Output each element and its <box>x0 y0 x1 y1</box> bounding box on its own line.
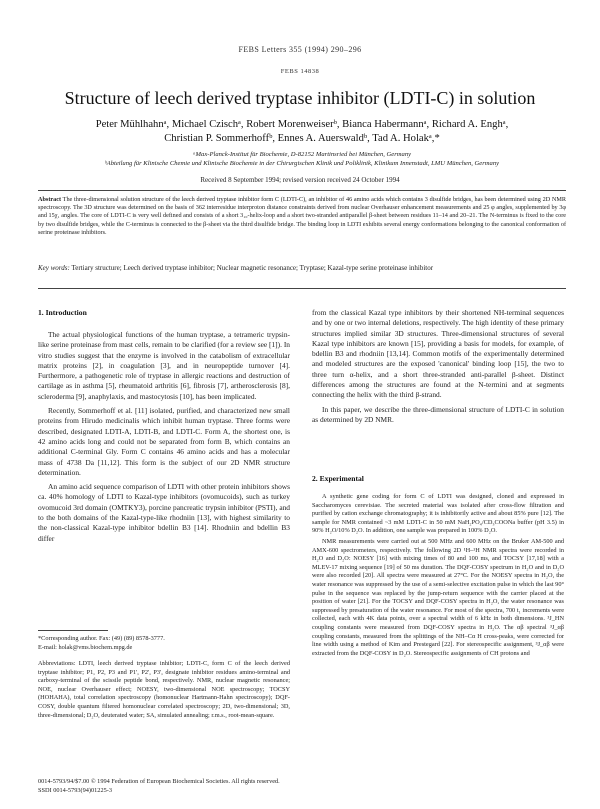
intro-paragraph-3: An amino acid sequence comparison of LDTI with other protein inhibitors shows ca. 40% homology of LDTI to Kazal-type inhibitors (ovomucoids), such as turkey ovomucoid 3rd domain (OMTKY3), porcine pancreatic trypsin inhibitor (PSTI), and to the both domains of the Kazal-type-like rhodniin [13], with highest similarity to the non-classical Kazal-type inhibitor bdellin B3 [14]. Rhodniin and bdellin B3 differ <box>38 482 290 543</box>
febs-code: FEBS 14838 <box>280 68 320 75</box>
abstract-text: The three-dimensional solution structure of the leech derived tryptase inhibitor form C (LDTI-C), an inhibitor of 46 amino acids which contains 3 disulfide bridges, has been determined using 2D NMR spectroscopy. The 3D structure was determined on the basis of 362 interresidue interproton distance constraints derived from nuclear Overhauser enhancement measurements and 25 φ angles, supplemented by 3φ and 15χ₁ angles. The core of LDTI-C is very well defined and consists of a short 3₁₀-helix-loop and a short two-stranded antiparallel β-sheet between residues 11–14 and 20–21. The N-terminus is fixed to the core by two disulfide bridges, while the C-terminus is connected to the β-sheet via the third disulfide bridge. The binding loop in LDTI exhibits several energy conformations belonging to the canonical conformation of serine proteinase inhibitors. <box>38 196 567 236</box>
corresponding-author-footnote <box>38 635 290 652</box>
copyright-line: 0014-5793/94/$7.00 © 1994 Federation of European Biochemical Societies. All rights reserved. <box>38 778 280 785</box>
footnote-rule <box>38 630 108 631</box>
journal-citation: FEBS Letters 355 (1994) 290–296 <box>238 45 362 54</box>
keywords-text: Tertiary structure; Leech derived tryptase inhibitor; Nuclear magnetic resonance; Tryptase; Kazal-type serine proteinase inhibitor <box>71 264 434 272</box>
left-column-body <box>38 330 290 548</box>
author-list <box>22 118 582 146</box>
footnote-fax: *Corresponding author. Fax: (49) (89) 8578-3777. <box>38 635 165 642</box>
right-column-body <box>312 308 564 429</box>
abstract-top-rule <box>38 190 566 191</box>
authors-line-1: Peter Mühlhahnᵃ, Michael Czischᵃ, Robert Morenweiserᵇ, Bianca Habermannᵃ, Richard A. Enghᵃ, <box>95 119 509 130</box>
copyright-block <box>38 778 566 796</box>
abstract-bottom-rule <box>38 288 566 289</box>
authors-line-2: Christian P. Sommerhoffᵇ, Ennes A. Auerswaldᵇ, Tad A. Holakᵃ,* <box>164 133 440 144</box>
affiliation-b: ᵇAbteilung für Klinische Chemie und Klinische Biochemie in der Chirurgischen Klinik und Poliklinik, Klinikum Innenstadt, LMU München, Germany <box>104 160 500 167</box>
intro-last-paragraph: In this paper, we describe the three-dimensional structure of LDTI-C in solution as determined by 2D NMR. <box>312 404 564 424</box>
keywords-label: Key words: <box>38 264 70 272</box>
received-dates: Received 8 September 1994; revised version received 24 October 1994 <box>200 176 400 184</box>
introduction-heading: 1. Introduction <box>38 308 87 317</box>
intro-paragraph-1: The actual physiological functions of the human tryptase, a tetrameric trypsin-like serine proteinase from mast cells, remain to be clarified (for a review see [1]). In vitro studies suggest that the enzyme is involved in the catabolism of extracellular matrix proteins [2], in coagulation [3], and in neuropeptide turnover [4]. Furthermore, a pathogenetic role of tryptase in allergic reactions and destruction of cartilage as in asthma [5], rheumatoid arthritis [6], fibrosis [7], artherosclerosis [8], scleroderma [9], anaphylaxis, and mastocytosis [10], has been implicated. <box>38 330 290 401</box>
abstract-block <box>38 196 566 237</box>
ssdi-line: SSDI 0014-5793(94)01225-3 <box>38 786 112 794</box>
experimental-body <box>312 493 564 660</box>
intro-continued: from the classical Kazal type inhibitors by their shortened NH-terminal sequences and by one or two internal deletions, respectively. The high identity of these primary structures implied similar 3D structures. Three-dimensional structures of several Kazal type inhibitors are known [15], providing a basis for models, for example, of bdellin B3 and rhodniin [13,14]. Common motifs of the experimentally determined and modeled structures are the exposed 'canonical' binding loop [15], the two to three turn α-helix, and a short three-stranded anti-parallel β-sheet. Distinct differences among the structures are found at the N-termini and at segments connecting the helix with the third β-strand. <box>312 308 564 400</box>
abstract-label: Abstract <box>38 196 62 203</box>
intro-paragraph-2: Recently, Sommerhoff et al. [11] isolated, purified, and characterized new small proteins from Hirudo medicinalis which inhibit human tryptase. Three forms were described, designated LDTI-A, LDTI-B, and LDTI-C. Form A, the shortest one, is 42 amino acids long and could not be separated from form B, which contains an additional C-terminal Gly. Form C contains 46 amino acids and has a molecular mass of 4738 Da [11,12]. This form is the subject of our 2D NMR structure determination. <box>38 406 290 477</box>
abbreviations-footnote: Abbreviations: LDTI, leech derived tryptase inhibitor; LDTI-C, form C of the leech derived tryptase inhibitor; P1, P2, P3 and P1', P2', P3', designate inhibitor residues amino-terminal and carboxy-terminal of the scissile peptide bond, respectively. NMR, nuclear magnetic resonance; NOE, nuclear Overhauser effect; NOESY, two-dimensional NOE spectroscopy; TOCSY (HOHAHA), total correlation spectroscopy (homonuclear Hartmann-Hahn spectroscopy); DQF-COSY, double quantum filtered homonuclear correlated spectroscopy; 2D, two-dimensional; 3D, three-dimensional; D₂O, deuterated water; SA, simulated annealing; r.m.s., root-mean-square. <box>38 660 290 719</box>
experimental-heading: 2. Experimental <box>312 474 364 483</box>
affiliation-a: ᵃMax-Planck-Institut für Biochemie, D-82152 Martinsried bei München, Germany <box>192 151 412 158</box>
keywords-block <box>38 264 566 274</box>
experimental-paragraph-2: NMR measurements were carried out at 500 MHz and 600 MHz on the Bruker AM-500 and AMX-600 spectrometers, respectively. The following 2D ¹H–¹H NMR spectra were recorded in H₂O and D₂O: NOESY [16] with mixing times of 80 and 100 ms, and TOCSY [17,18] with a MLEV-17 mixing sequence [19] of 50 ms duration. The DQF-COSY spectrum in H₂O and in D₂O were also recorded [20]. All spectra were measured at 27°C. For the NOESY spectra in H₂O, the water resonance was suppressed by the use of a semi-selective excitation pulse in which the last 90° pulse in the sequence was replaced by the jump-return sequence with the carrier placed at the position of water [21]. For the TOCSY and DQF-COSY spectra in H₂O, the water resonance was suppressed by presaturation of the water resonance. For most of the spectra, 700 t₁ increments were collected, each with 4K data points, over a spectral width of 6 kHz in both dimensions. ³J_HN coupling constants were measured from DQF-COSY spectra in H₂O. The αβ spectral ³J_αβ coupling constants, measured from the splittings of the NH–Cα H cross-peaks, were corrected for line width using a method of Kim and Prestegard [22]. For stereospecific assignment, ³J_αβ were extracted from the DQF-COSY in D₂O. Stereospecific assignments of CH protons and <box>312 537 564 657</box>
article-title: Structure of leech derived tryptase inhibitor (LDTI-C) in solution <box>64 88 536 108</box>
footnote-email: E-mail: holak@vms.biochem.mpg.de <box>38 643 133 651</box>
experimental-paragraph-1: A synthetic gene coding for form C of LDTI was designed, cloned and expressed in Saccharomyces cerevisiae. The secreted material was isolated after cross-flow filtration and purified by cation exchange chromatography; it is inhibitorily active and about 85% pure [12]. The sample for NMR contained ~3 mM LDTI-C in 50 mM NaH₂PO₄/CD₃COONa buffer (pH 3.5) in 90% H₂O/10% D₂O. In addition, one sample was prepared in 100% D₂O. <box>312 493 564 535</box>
